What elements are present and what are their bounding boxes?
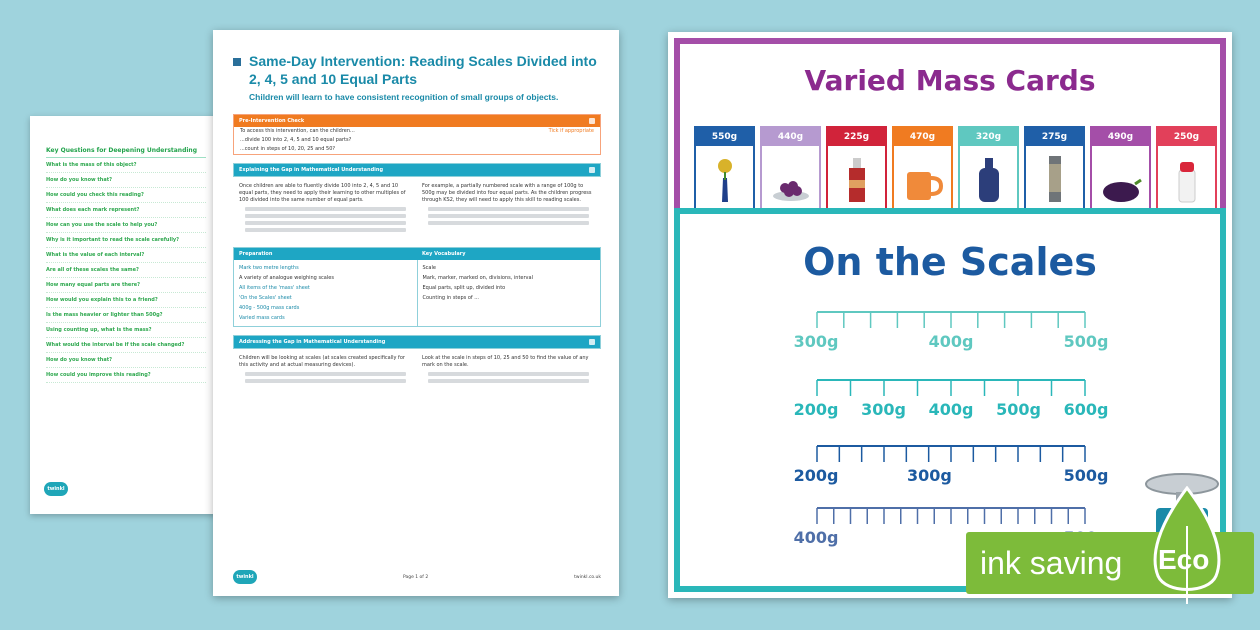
title-bullet-icon	[233, 58, 241, 66]
mass-card-label: 225g	[828, 128, 885, 146]
question-item: How could you improve this reading?	[46, 368, 206, 383]
scale-label: 400g	[928, 400, 974, 419]
list-item: All items of the 'mass' sheet	[239, 285, 310, 291]
preparation-header: Preparation	[239, 251, 273, 257]
bottle-icon	[960, 152, 1017, 204]
grapes-icon	[762, 152, 819, 204]
flower-vase-icon	[696, 152, 753, 204]
mass-card-label: 490g	[1092, 128, 1149, 146]
question-item: Is the mass heavier or lighter than 500g?	[46, 308, 206, 323]
preparation-list	[234, 260, 418, 326]
scale-ticks	[816, 378, 1086, 398]
list-item: 400g - 500g mass cards	[239, 305, 300, 311]
scale-ticks	[816, 506, 1086, 526]
page-number: Page 1 of 2	[402, 574, 429, 580]
question-list	[46, 158, 206, 383]
list-item: Counting in steps of ...	[422, 295, 480, 301]
mass-card-label: 320g	[960, 128, 1017, 146]
vocabulary-header: Key Vocabulary	[422, 251, 466, 257]
addressing-gap-header: Addressing the Gap in Mathematical Understanding	[234, 336, 600, 348]
explaining-gap-header: Explaining the Gap in Mathematical Understanding	[234, 164, 600, 176]
scale-label: 200g	[793, 400, 839, 419]
mass-card	[1090, 126, 1151, 212]
scale-label: 400g	[793, 528, 839, 547]
scale-label: 300g	[793, 332, 839, 351]
page-title: Same-Day Intervention: Reading Scales Divided into 2, 4, 5 and 10 Equal Parts	[249, 53, 597, 87]
scale-label: 200g	[793, 466, 839, 485]
ink-saving-label: ink saving	[980, 544, 1123, 581]
addressing-left-text: Children will be looking at scales (at scales created specifically for this activity and at actual measuring devices).	[239, 355, 405, 368]
mass-cards-title: Varied Mass Cards	[804, 64, 1096, 97]
explaining-gap-box	[233, 163, 601, 177]
addressing-gap-box	[233, 335, 601, 349]
question-item: How would you explain this to a friend?	[46, 293, 206, 308]
page-footer	[233, 570, 601, 584]
eco-label: Eco	[1158, 544, 1210, 575]
scale-label: 300g	[861, 400, 906, 419]
scale-label: 600g	[1063, 400, 1109, 419]
scales-title: On the Scales	[803, 240, 1097, 284]
twinkl-logo: twinkl	[233, 570, 257, 584]
aubergine-icon	[1092, 152, 1149, 204]
mug-icon	[894, 152, 951, 204]
glue-jar-icon	[828, 152, 885, 204]
mass-card	[958, 126, 1019, 212]
mass-card-row	[694, 126, 1217, 212]
question-item: Using counting up, what is the mass?	[46, 323, 206, 338]
question-item: How do you know that?	[46, 173, 206, 188]
pre-check-intro: To access this intervention, can the children...	[240, 128, 355, 134]
question-item: What does each mark represent?	[46, 203, 206, 218]
question-item: How could you check this reading?	[46, 188, 206, 203]
scale-line	[793, 378, 1109, 419]
pre-check-item: ...count in steps of 10, 20, 25 and 50?	[240, 146, 336, 152]
question-item: What would the interval be if the scale changed?	[46, 338, 206, 353]
pre-check-note: Tick if appropriate	[548, 128, 594, 134]
page-subtitle: Children will learn to have consistent recognition of small groups of objects.	[249, 92, 559, 102]
scale-ticks	[816, 310, 1086, 330]
twinkl-logo: twinkl	[44, 482, 68, 496]
explain-right-text: For example, a partially numbered scale with a range of 100g to 500g may be divided into four equal parts. As the children progress through KS2, they will need to apply this skill to reading scales.	[422, 183, 592, 203]
mass-card-label: 550g	[696, 128, 753, 146]
site-name: twinkl.co.uk	[574, 574, 601, 580]
back-sheet-heading: Key Questions for Deepening Understanding	[46, 144, 206, 158]
question-item: How many equal parts are there?	[46, 278, 206, 293]
pre-intervention-check	[233, 114, 601, 155]
list-item: 'On the Scales' sheet	[239, 295, 292, 301]
list-item: Mark, marker, marked on, divisions, interval	[422, 275, 533, 281]
mass-card-label: 440g	[762, 128, 819, 146]
explain-left-text: Once children are able to fluently divide 100 into 2, 4, 5 and 10 equal parts, they need to apply their learning to other multiples of 100 divided into the same number of equal parts.	[239, 183, 406, 203]
pre-check-header: Pre-Intervention Check	[234, 115, 600, 127]
scale-line	[793, 444, 1109, 485]
mass-card	[1156, 126, 1217, 212]
scale-label: 500g	[1063, 466, 1109, 485]
scale-label: 300g	[906, 466, 952, 485]
mass-card-label: 275g	[1026, 128, 1083, 146]
pre-check-item: ...divide 100 into 2, 4, 5 and 10 equal parts?	[240, 137, 352, 143]
question-item: What is the value of each interval?	[46, 248, 206, 263]
intervention-worksheet	[213, 30, 619, 596]
list-item: Mark two metre lengths	[239, 265, 299, 271]
mass-card	[1024, 126, 1085, 212]
list-item: Equal parts, split up, divided into	[422, 285, 506, 291]
scale-line	[793, 310, 1109, 351]
question-item: How can you use the scale to help you?	[46, 218, 206, 233]
mass-card	[826, 126, 887, 212]
addressing-right-text: Look at the scale in steps of 10, 25 and 50 to find the value of any mark on the scale.	[422, 355, 589, 368]
scale-ticks	[816, 444, 1086, 464]
spice-tube-icon	[1026, 152, 1083, 204]
back-worksheet	[30, 116, 220, 514]
mass-card	[760, 126, 821, 212]
question-item: What is the mass of this object?	[46, 158, 206, 173]
mass-card	[694, 126, 755, 212]
question-item: How do you know that?	[46, 353, 206, 368]
question-item: Why is it important to read the scale carefully?	[46, 233, 206, 248]
scale-label: 400g	[928, 332, 974, 351]
preparation-vocabulary-table	[233, 247, 601, 327]
mass-card-label: 470g	[894, 128, 951, 146]
list-item: A variety of analogue weighing scales	[239, 275, 334, 281]
list-item: Varied mass cards	[239, 315, 285, 321]
vocabulary-list	[418, 260, 601, 326]
scale-label: 500g	[1063, 332, 1109, 351]
scale-label: 500g	[996, 400, 1041, 419]
question-item: Are all of these scales the same?	[46, 263, 206, 278]
mass-card	[892, 126, 953, 212]
list-item: Scale	[422, 265, 436, 271]
mass-card-label: 250g	[1158, 128, 1215, 146]
salt-shaker-icon	[1158, 152, 1215, 204]
